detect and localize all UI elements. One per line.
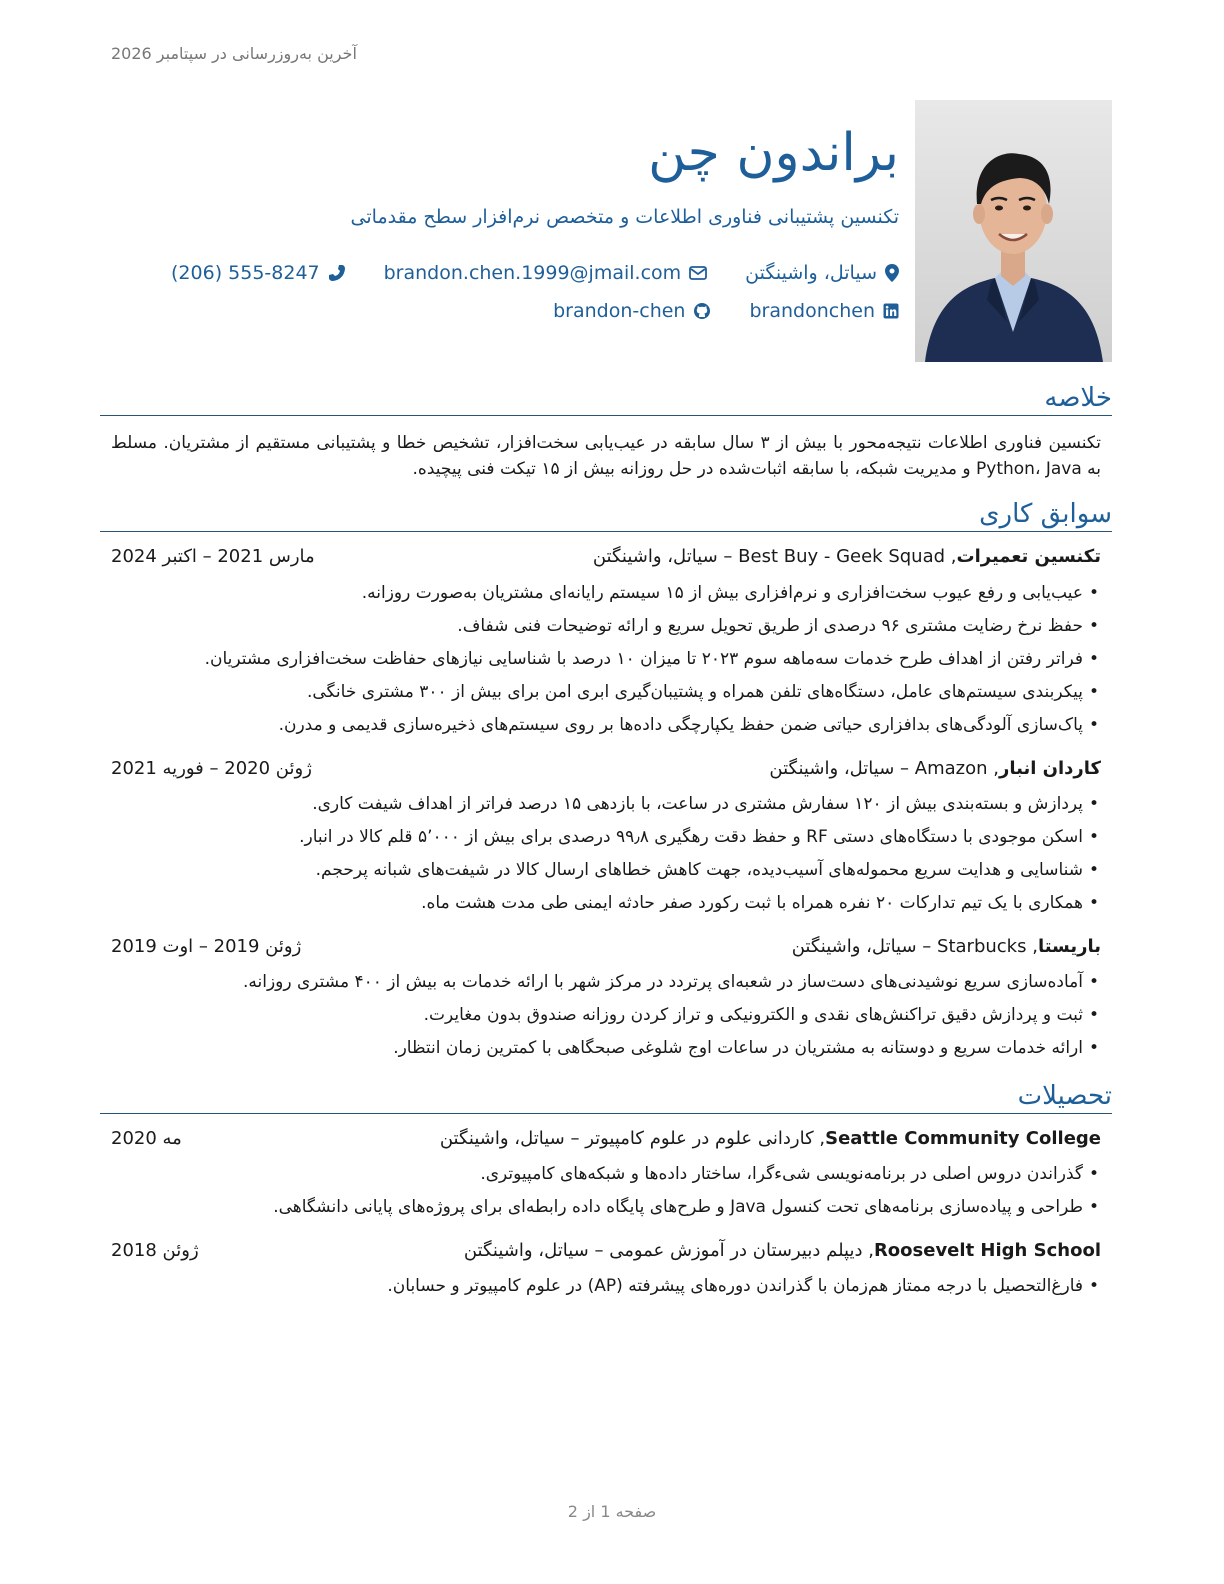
job-dates: ژوئن 2019 – اوت 2019 [111,935,302,957]
education-entry [100,1128,1112,1224]
github-icon [693,302,711,320]
school-name: Seattle Community College [825,1127,1101,1149]
job-title-line: کاردان انبار, Amazon – سیاتل، واشینگتن [769,757,1101,779]
bullet-dot: • [1088,648,1099,669]
job-title-line: تکنسین تعمیرات, Best Buy - Geek Squad – سیاتل، واشینگتن [592,545,1101,567]
bullet-text: عیب‌یابی و رفع عیوب سخت‌افزاری و نرم‌افزاری بیش از ۱۵ سیستم رایانه‌ای مشتریان به‌صورت روزانه. [361,582,1083,603]
linkedin-link[interactable]: brandonchen [749,300,875,322]
summary-text: تکنسین فناوری اطلاعات نتیجه‌محور با بیش از ۳ سال سابقه در عیب‌یابی سخت‌افزار، تشخیص خطا و پشتیبانی مستقیم از مشتریان. مسلط به Python، Java و مدیریت شبکه، با سابقه اثبات‌شده در حل روزانه بیش از ۱۵ تیکت فنی پیچیده. [111,432,1101,480]
bullet-text: گذراندن دروس اصلی در برنامه‌نویسی شیءگرا، ساختار داده‌ها و شبکه‌های کامپیوتری. [480,1163,1083,1184]
job-company: Amazon [914,757,988,779]
contact-row-primary [171,262,899,284]
resume-header [112,100,1112,362]
education-entry [100,1240,1112,1303]
experience-section [100,500,1112,1065]
bullet-text: ثبت و پردازش دقیق تراکنش‌های نقدی و الکترونیکی و تراز کردن روزانه صندوق بدون مغایرت. [423,1004,1083,1025]
education-date: ژوئن 2018 [111,1239,199,1261]
email-link[interactable]: brandon.chen.1999@jmail.com [383,262,682,284]
candidate-name: براندون چن [648,123,899,183]
job-title: تکنسین پشتیبانی فناوری اطلاعات و متخصص نرم‌افزار سطح مقدماتی [350,206,899,228]
bullet-dot: • [1088,793,1099,814]
bullet-text: حفظ نرخ رضایت مشتری ۹۶ درصدی از طریق تحویل سریع و ارائه توضیحات فنی شفاف. [457,615,1083,636]
job-header [111,936,1101,962]
job-dates: ژوئن 2020 – فوریه 2021 [111,757,312,779]
bullet-dot: • [1088,1004,1099,1025]
bullet-dot: • [1088,714,1099,735]
job-start-date: ژوئن 2019 [213,935,302,957]
bullet-dot: • [1088,1163,1099,1184]
job-bullet [111,821,1101,854]
school-location: سیاتل، واشینگتن [439,1127,565,1149]
github-link[interactable]: brandon-chen [553,300,686,322]
job-bullet [111,999,1101,1032]
job-bullet [111,1032,1101,1065]
map-pin-icon [885,264,899,282]
education-bullet [111,1158,1101,1191]
job-bullets [100,788,1112,920]
job-end-date: اکتبر 2024 [111,545,197,567]
bullet-dot: • [1088,859,1099,880]
job-header [111,758,1101,784]
job-end-date: اوت 2019 [111,935,194,957]
job-bullet [111,887,1101,920]
education-date: مه 2020 [111,1127,182,1149]
education-title-line: Seattle Community College, کاردانی علوم در علوم کامپیوتر – سیاتل، واشینگتن [439,1127,1101,1149]
last-updated-note: آخرین به‌روزرسانی در سپتامبر 2026 [111,44,357,63]
bullet-text: شناسایی و هدایت سریع محموله‌های آسیب‌دیده، جهت کاهش خطاهای ارسال کالا در شیفت‌های شبانه پرحجم. [315,859,1083,880]
job-role: باریستا [1037,935,1101,957]
bullet-text: ارائه خدمات سریع و دوستانه به مشتریان در ساعات اوج شلوغی صبحگاهی با کمترین زمان انتظار. [393,1037,1083,1058]
school-name: Roosevelt High School [873,1239,1101,1261]
page-number: صفحه 1 از 2 [567,1502,657,1521]
education-header [111,1240,1101,1266]
profile-photo [915,100,1112,362]
section-title-summary: خلاصه [100,384,1112,416]
linkedin-icon [883,303,899,319]
job-start-date: ژوئن 2020 [224,757,312,779]
job-bullet [111,966,1101,999]
job-entry [100,546,1112,742]
job-bullet [111,577,1101,610]
job-company: Best Buy - Geek Squad [738,545,946,567]
education-title-line: Roosevelt High School, دیپلم دبیرستان در آموزش عمومی – سیاتل، واشینگتن [463,1239,1101,1261]
contact-location [745,262,899,284]
section-title-experience: سوابق کاری [100,500,1112,532]
bullet-text: فارغ‌التحصیل با درجه ممتاز هم‌زمان با گذراندن دوره‌های پیشرفته (AP) در علوم کامپیوتر و حسابان. [387,1275,1083,1296]
bullet-dot: • [1088,681,1099,702]
bullet-dot: • [1088,1275,1099,1296]
bullet-dot: • [1088,971,1099,992]
job-bullets [100,577,1112,742]
job-bullet [111,709,1101,742]
bullet-dot: • [1088,582,1099,603]
bullet-dot: • [1088,826,1099,847]
job-entry [100,936,1112,1065]
bullet-text: اسکن موجودی با دستگاه‌های دستی RF و حفظ دقت رهگیری ۹۹٫۸ درصدی برای بیش از ۵٬۰۰۰ قلم کالا در انبار. [299,826,1083,847]
job-bullet [111,676,1101,709]
school-location: سیاتل، واشینگتن [463,1239,589,1261]
degree-name: دیپلم دبیرستان در آموزش عمومی [609,1239,863,1261]
location-text: سیاتل، واشینگتن [745,262,877,284]
job-entry [100,758,1112,920]
job-company: Starbucks [937,935,1027,957]
bullet-text: پاک‌سازی آلودگی‌های بدافزاری حیاتی ضمن حفظ یکپارچگی داده‌ها بر روی سیستم‌های ذخیره‌سازی قدیمی و مدرن. [278,714,1083,735]
job-bullets [100,966,1112,1065]
bullet-dot: • [1088,1196,1099,1217]
envelope-icon [689,266,707,280]
job-location: سیاتل، واشینگتن [592,545,718,567]
job-role: کاردان انبار [998,757,1101,779]
phone-icon [328,264,346,282]
degree-name: کاردانی علوم در علوم کامپیوتر [585,1127,814,1149]
bullet-text: پیکربندی سیستم‌های عامل، دستگاه‌های تلفن همراه و پشتیبان‌گیری ابری امن برای بیش از ۳۰۰ مشتری خانگی. [306,681,1083,702]
job-role: تکنسین تعمیرات [956,545,1101,567]
contact-row-social [553,300,899,322]
contact-linkedin[interactable] [749,300,899,322]
job-bullet [111,788,1101,821]
job-title-line: باریستا, Starbucks – سیاتل، واشینگتن [791,935,1101,957]
job-start-date: مارس 2021 [217,545,315,567]
education-bullets [100,1270,1112,1303]
bullet-text: فراتر رفتن از اهداف طرح خدمات سه‌ماهه سوم ۲۰۲۳ تا میزان ۱۰ درصد با شناسایی نیازهای حفاظت سخت‌افزاری مشتریان. [204,648,1083,669]
education-header [111,1128,1101,1154]
job-location: سیاتل، واشینگتن [791,935,917,957]
bullet-dot: • [1088,1037,1099,1058]
education-section [100,1082,1112,1303]
bullet-dot: • [1088,892,1099,913]
job-header [111,546,1101,572]
job-bullet [111,643,1101,676]
job-end-date: فوریه 2021 [111,757,204,779]
job-bullet [111,610,1101,643]
contact-email[interactable] [384,262,708,284]
phone-link[interactable]: (206) 555-8247 [171,262,320,284]
education-bullet [111,1191,1101,1224]
contact-phone[interactable] [171,262,346,284]
job-bullet [111,854,1101,887]
bullet-dot: • [1088,615,1099,636]
bullet-text: همکاری با یک تیم تدارکات ۲۰ نفره همراه با ثبت رکورد صفر حادثه ایمنی طی مدت هشت ماه. [421,892,1083,913]
portrait-illustration [915,100,1112,362]
bullet-text: طراحی و پیاده‌سازی برنامه‌های تحت کنسول Java و طرح‌های پایگاه داده رابطه‌ای برای پروژه‌های پایانی دانشگاهی. [273,1196,1083,1217]
education-bullet [111,1270,1101,1303]
summary-section [100,384,1112,483]
job-location: سیاتل، واشینگتن [769,757,895,779]
bullet-text: پردازش و بسته‌بندی بیش از ۱۲۰ سفارش مشتری در ساعت، با بازدهی ۱۵ درصد فراتر از اهداف شیفت کاری. [312,793,1083,814]
contact-github[interactable] [553,300,711,322]
job-dates: مارس 2021 – اکتبر 2024 [111,545,315,567]
education-bullets [100,1158,1112,1224]
section-title-education: تحصیلات [100,1082,1112,1114]
bullet-text: آماده‌سازی سریع نوشیدنی‌های دست‌ساز در شعبه‌ای پرتردد در مرکز شهر با ارائه خدمات به بیش از ۴۰۰ مشتری روزانه. [242,971,1083,992]
